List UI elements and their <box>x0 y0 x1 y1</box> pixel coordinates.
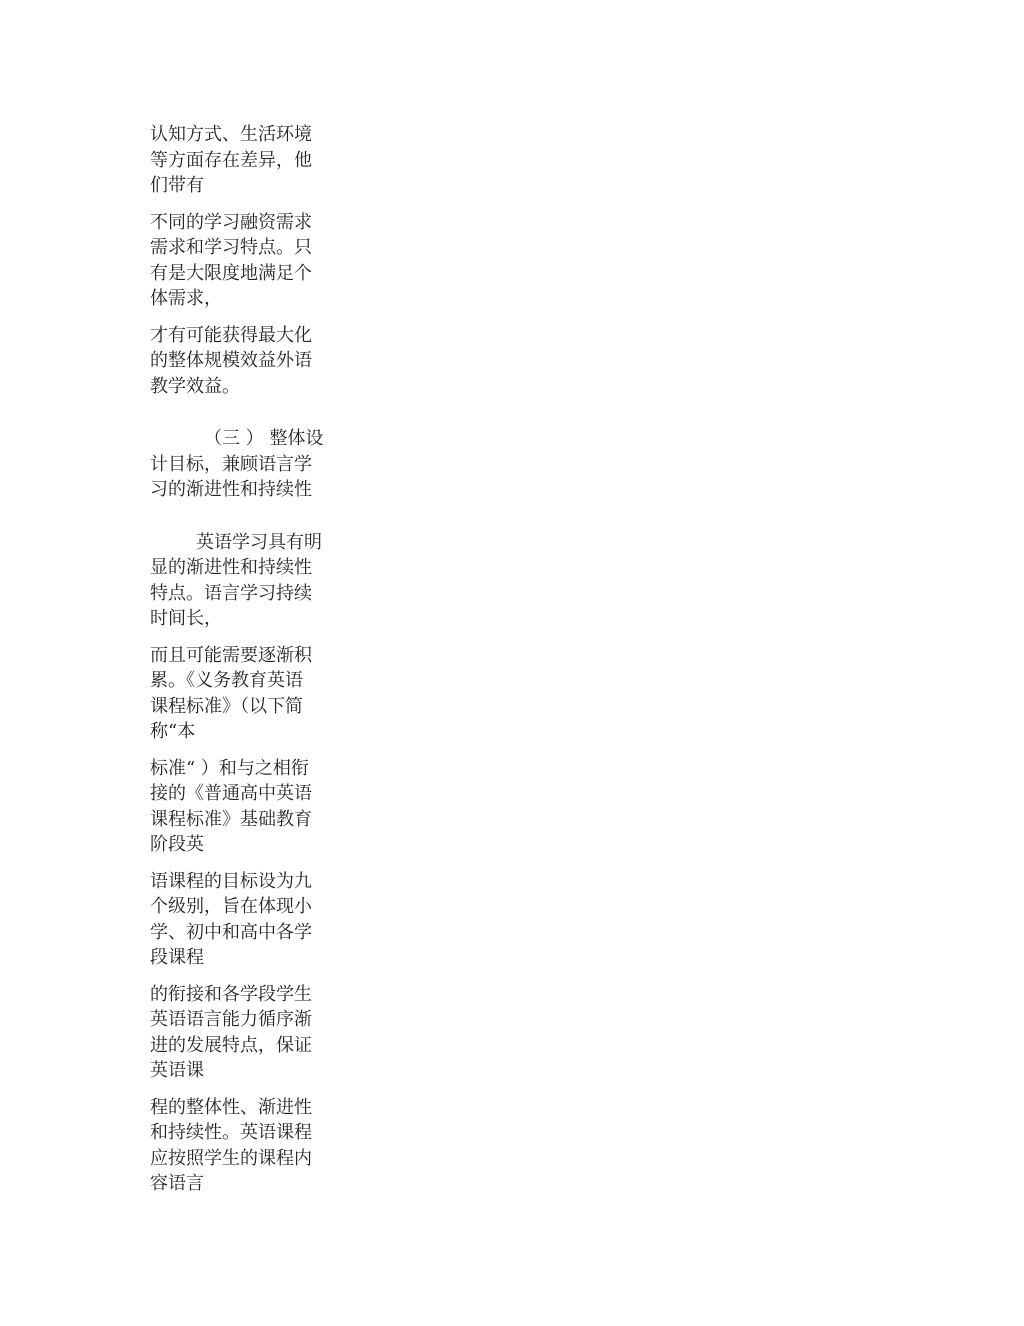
text-line: 课程标准》（以下简 <box>150 695 303 717</box>
text-line: 而且可能需要逐渐积 <box>150 644 312 666</box>
text-line: 段课程 <box>150 947 204 968</box>
text-line: 们带有 <box>150 175 204 196</box>
paragraph <box>150 210 336 312</box>
paragraph <box>150 643 336 745</box>
paragraph <box>150 756 336 858</box>
text-line: 课程标准》基础教育 <box>150 808 312 830</box>
text-line: 的衔接和各学段学生 <box>150 983 312 1005</box>
text-line: 时间长， <box>150 608 222 629</box>
text-line: 应按照学生的课程内 <box>150 1147 312 1169</box>
paragraph <box>150 982 336 1084</box>
heading-line: （三 ） 整体设 <box>204 428 324 449</box>
text-line: 个级别，旨在体现小 <box>150 896 312 917</box>
text-line: 认知方式、生活环境 <box>150 124 312 145</box>
text-line: 学、初中和高中各学 <box>150 921 312 943</box>
text-line: 才有可能获得最大化 <box>150 324 312 346</box>
text-line: 有是大限度地满足个 <box>150 262 312 284</box>
text-line: 接的《普通高中英语 <box>150 783 312 804</box>
text-line: 英语学习具有明 <box>196 531 322 553</box>
text-line: 容语言 <box>150 1173 204 1194</box>
section-heading <box>150 426 336 503</box>
text-line: 累。《义务教育英语 <box>150 670 303 691</box>
text-line: 体需求， <box>150 288 222 309</box>
text-line: 等方面存在差异，他 <box>150 149 312 171</box>
text-line: 教学效益。 <box>150 375 240 397</box>
text-line: 需求和学习特点。只 <box>150 237 312 258</box>
heading-line: 习的渐进性和持续性 <box>150 479 312 500</box>
text-line: 特点。语言学习持续 <box>150 582 312 604</box>
paragraph <box>150 869 336 971</box>
text-line: 的整体规模效益外语 <box>150 350 312 371</box>
text-line: 标准“ ）和与之相衔 <box>150 757 309 779</box>
text-line: 阶段英 <box>150 834 204 855</box>
text-line: 不同的学习融资需求 <box>150 211 312 233</box>
text-line: 进的发展特点，保证 <box>150 1034 312 1056</box>
text-line: 程的整体性、渐进性 <box>150 1096 312 1118</box>
paragraph <box>150 530 336 632</box>
text-line: 和持续性。英语课程 <box>150 1122 312 1143</box>
text-line: 语课程的目标设为九 <box>150 870 312 892</box>
paragraph <box>150 323 336 400</box>
text-line: 英语语言能力循序渐 <box>150 1009 312 1030</box>
paragraph <box>150 1095 336 1197</box>
paragraph <box>150 122 336 199</box>
heading-line: 计目标，兼顾语言学 <box>150 453 312 475</box>
text-line: 称“本 <box>150 721 196 742</box>
text-line: 显的渐进性和持续性 <box>150 557 312 578</box>
text-line: 英语课 <box>150 1060 204 1081</box>
text-column <box>150 122 336 1197</box>
